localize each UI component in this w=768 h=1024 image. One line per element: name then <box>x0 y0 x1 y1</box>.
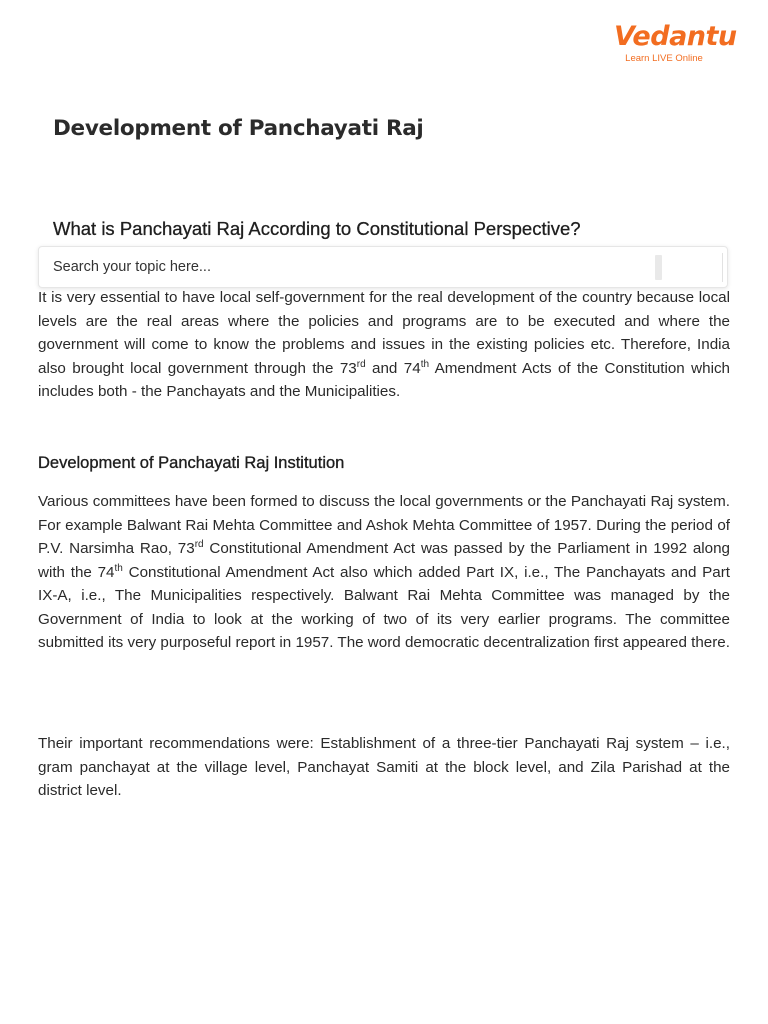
logo-wordmark: Vedantu <box>614 21 737 52</box>
paragraph-text: Constitutional Amendment Act was passed by the Parliament in 1992 along with the 74 <box>38 540 730 581</box>
search-bar <box>38 246 728 288</box>
paragraph-text: Various committees have been formed to discuss the local governments or the Panchayati Raj system. For example Balwant Rai Mehta Committee and Ashok Mehta Committee of 1957. During the period of P.V. Narsimha Rao, 73 <box>38 493 730 557</box>
paragraph-local-self-government <box>38 286 730 404</box>
vedantu-logo[interactable] <box>614 21 737 65</box>
paragraph-text: Amendment Acts of the Constitution which includes both - the Panchayats and the Municipalities. <box>38 359 730 400</box>
paragraph-text: and 74 <box>365 359 421 377</box>
superscript-th: th <box>114 562 123 574</box>
logo-tagline: Learn LIVE Online <box>625 53 703 64</box>
paragraph-recommendations: Their important recommendations were: Establishment of a three-tier Panchayati Raj system – i.e., gram panchayat at the village level, Panchayat Samiti at the block level, and Zila Parishad at the district level. <box>38 735 730 799</box>
page-title: Development of Panchayati Raj <box>53 116 424 141</box>
paragraph-committees <box>38 490 730 655</box>
superscript-th: th <box>420 358 430 370</box>
section-heading-constitutional-perspective: What is Panchayati Raj According to Constitutional Perspective? <box>53 218 581 239</box>
search-bar-edge <box>722 253 723 282</box>
paragraph-text: It is very essential to have local self-government for the real development of the country because local levels are the real areas where the policies and programs are to be executed and where the government will come to know the problems and issues in the existing policies etc. Therefore, India also brought local government through the 73 <box>38 289 730 377</box>
superscript-rd: rd <box>194 539 204 550</box>
search-scroll-icon <box>655 255 662 280</box>
section-heading-institution: Development of Panchayati Raj Institution <box>38 454 345 472</box>
paragraph-text: Constitutional Amendment Act also which added Part IX, i.e., The Panchayats and Part IX-A, i.e., The Municipalities respectively. Balwant Rai Mehta Committee was managed by the Government of India to look at the working of two of its very earlier programs. The committee submitted its very purposeful report in 1957. The word democratic decentralization first appeared there. <box>38 563 730 651</box>
search-input[interactable] <box>53 247 643 287</box>
superscript-rd: rd <box>356 358 366 370</box>
